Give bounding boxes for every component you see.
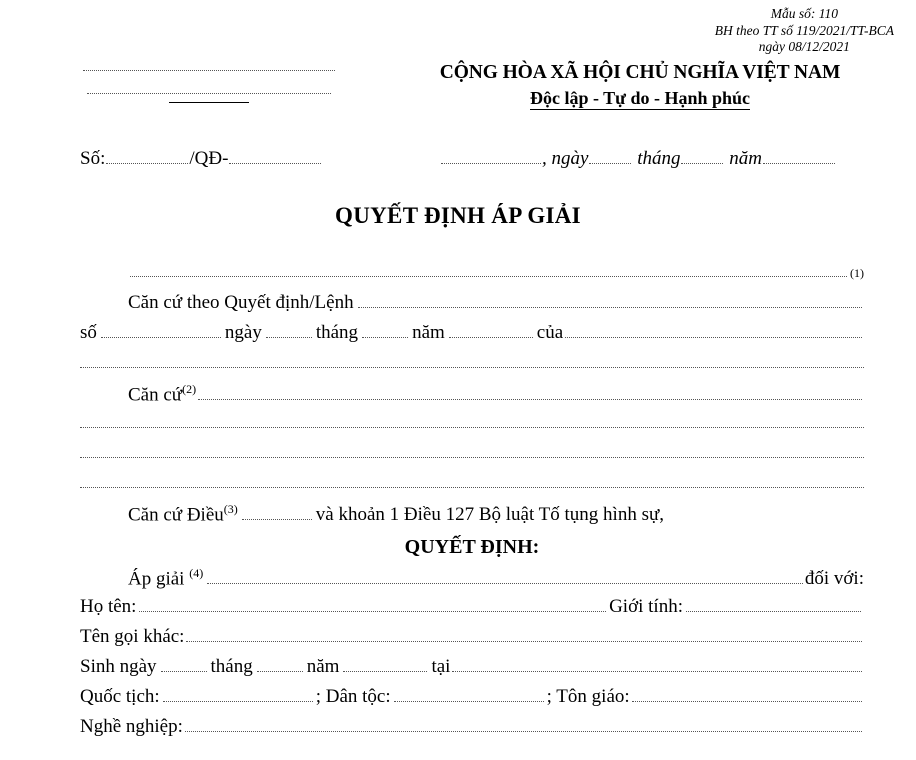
footnote-ref-1: (1): [850, 265, 864, 280]
national-motto: [400, 88, 880, 109]
basis-decision-detail-line: [80, 322, 864, 352]
agency-underline-rule: [169, 102, 249, 103]
article-basis-line: [80, 502, 864, 532]
form-issue-date: ngày 08/12/2021: [758, 39, 850, 54]
basis-overflow-line-3[interactable]: [80, 472, 864, 502]
basis-blank[interactable]: [198, 386, 862, 401]
birth-month-blank[interactable]: [257, 657, 303, 672]
national-motto-text: Độc lập - Tự do - Hạnh phúc: [529, 88, 751, 108]
document-number-line: [80, 148, 322, 170]
religion-blank[interactable]: [632, 687, 862, 702]
issuing-agency-block: [80, 70, 338, 103]
gender-blank[interactable]: [686, 597, 861, 612]
basis-year-blank[interactable]: [449, 323, 533, 338]
document-body: [80, 262, 864, 760]
article-basis-blank[interactable]: [242, 506, 312, 521]
basis-number-label: số: [80, 322, 97, 343]
full-name-label: Họ tên:: [80, 596, 137, 617]
escort-line: [80, 566, 864, 596]
birth-day-blank[interactable]: [161, 657, 207, 672]
form-identification-block: [715, 6, 894, 56]
form-number: Mẫu số: 110: [770, 6, 838, 21]
subject-agency-line: [80, 262, 864, 292]
footnote-ref-2: (2): [182, 382, 197, 396]
full-name-row: [80, 596, 864, 626]
basis-year-label: năm: [412, 322, 445, 343]
birth-month-label: tháng: [210, 656, 253, 677]
article-basis-tail: và khoản 1 Điều 127 Bộ luật Tố tụng hình sự,: [315, 504, 665, 526]
nationality-blank[interactable]: [163, 687, 313, 702]
nationality-label: Quốc tịch:: [80, 686, 160, 707]
cut-off-row: [80, 746, 864, 760]
place-date-comma: ,: [542, 148, 547, 169]
alias-blank[interactable]: [186, 627, 862, 642]
national-heading: [400, 62, 880, 109]
basis-day-blank[interactable]: [266, 323, 312, 338]
form-circular: BH theo TT số 119/2021/TT-BCA: [714, 22, 894, 38]
basis-decision-line: [80, 292, 864, 322]
agency-name-blank-line-1: [83, 70, 335, 71]
place-blank[interactable]: [441, 149, 541, 164]
full-name-blank[interactable]: [139, 597, 606, 612]
occupation-blank[interactable]: [185, 717, 862, 732]
date-year-blank[interactable]: [763, 149, 835, 164]
footnote-ref-4: (4): [189, 566, 204, 580]
basis-overflow-line-1[interactable]: [80, 412, 864, 442]
place-date-line: [440, 148, 836, 170]
document-number-separator: /QĐ-: [189, 148, 229, 169]
subject-agency-blank[interactable]: [130, 262, 847, 277]
date-day-blank[interactable]: [589, 149, 631, 164]
alias-label: Tên gọi khác:: [80, 626, 185, 647]
alias-row: [80, 626, 864, 656]
footnote-ref-3: (3): [223, 502, 238, 516]
document-number-label: Số:: [80, 148, 106, 169]
escort-label: Áp giải $^{(4)}$: [128, 566, 204, 590]
agency-name-blank-line-2: [87, 93, 331, 94]
birth-place-label: tại: [431, 656, 451, 677]
basis-month-blank[interactable]: [362, 323, 408, 338]
birth-day-label: Sinh ngày: [80, 656, 157, 677]
document-code-blank[interactable]: [229, 149, 321, 164]
escort-tail: đối với:: [804, 568, 864, 590]
basis-decision-label: Căn cứ theo Quyết định/Lệnh: [128, 292, 354, 313]
article-basis-label: Căn cứ Điều$^{(3)}$: [128, 502, 238, 526]
escort-blank[interactable]: [207, 570, 803, 585]
occupation-label: Nghề nghiệp:: [80, 716, 183, 737]
document-number-blank[interactable]: [106, 149, 188, 164]
date-month-label: tháng: [637, 148, 681, 169]
gender-label: Giới tính:: [609, 596, 683, 617]
religion-label: ; Tôn giáo:: [546, 686, 630, 707]
document-title: QUYẾT ĐỊNH ÁP GIẢI: [335, 203, 581, 228]
birth-year-label: năm: [306, 656, 340, 677]
nationality-row: [80, 686, 864, 716]
basis-of-label: của: [536, 322, 564, 343]
date-month-blank[interactable]: [681, 149, 723, 164]
basis-month-label: tháng: [315, 322, 359, 343]
basis-label: Căn cứ$^{(2)}$: [128, 382, 197, 406]
basis-decision-blank[interactable]: [358, 293, 862, 308]
decide-heading: QUYẾT ĐỊNH:: [404, 536, 540, 558]
ethnicity-label: ; Dân tộc:: [315, 686, 391, 707]
basis-issuer-blank[interactable]: [565, 323, 862, 338]
occupation-row: [80, 716, 864, 746]
basis-day-label: ngày: [224, 322, 262, 343]
basis-number-blank[interactable]: [101, 323, 221, 338]
basis-overflow-line-2[interactable]: [80, 442, 864, 472]
date-year-label: năm: [729, 148, 762, 169]
birth-row: [80, 656, 864, 686]
ethnicity-blank[interactable]: [394, 687, 544, 702]
country-name: CỘNG HÒA XÃ HỘI CHỦ NGHĨA VIỆT NAM: [439, 62, 841, 83]
date-day-label: ngày: [551, 148, 589, 169]
basis-line: [80, 382, 864, 412]
birth-year-blank[interactable]: [343, 657, 427, 672]
basis-decision-overflow-line[interactable]: [80, 352, 864, 382]
birth-place-blank[interactable]: [452, 657, 862, 672]
